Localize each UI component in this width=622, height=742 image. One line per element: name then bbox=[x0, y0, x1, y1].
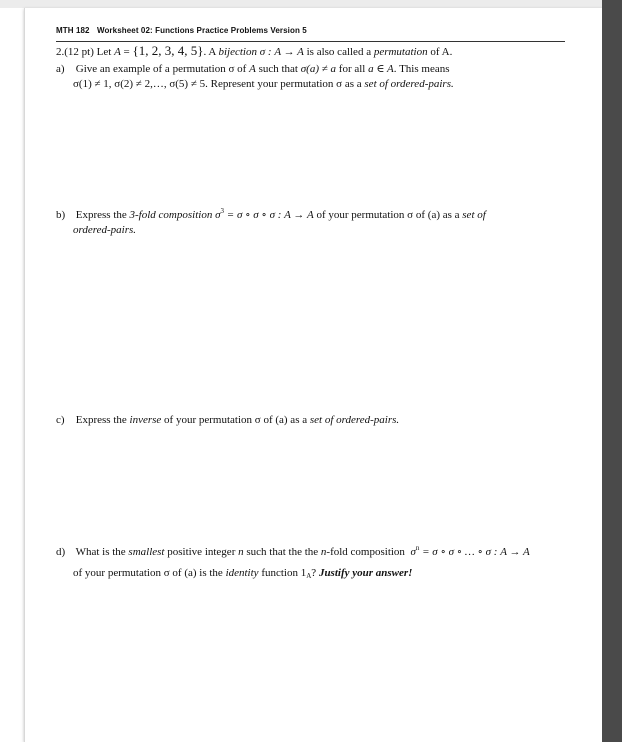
part-b-line-2 bbox=[73, 223, 136, 237]
term-permutation: permutation bbox=[373, 46, 428, 58]
set-symbol: A bbox=[114, 46, 121, 58]
part-text: function 1 bbox=[261, 567, 307, 579]
math-variable: n bbox=[238, 546, 244, 558]
part-text: of your permutation σ of (a) as a bbox=[316, 209, 460, 221]
part-text: Express the bbox=[75, 209, 127, 221]
part-b-line-1 bbox=[56, 208, 486, 222]
part-text: for all bbox=[338, 63, 366, 75]
math-expression: = σ ∘ σ ∘ … ∘ σ : A → A bbox=[422, 546, 530, 558]
part-c-line-1 bbox=[56, 413, 399, 427]
term-bijection: bijection bbox=[218, 46, 257, 58]
set-elements: {1, 2, 3, 4, 5} bbox=[132, 43, 204, 58]
term-ordered-pairs: set of ordered-pairs. bbox=[364, 78, 454, 90]
part-a-line-1 bbox=[56, 62, 450, 76]
term-set-of: set of bbox=[462, 209, 486, 221]
part-text: such that the the bbox=[246, 546, 319, 558]
superscript: n bbox=[415, 544, 420, 552]
part-text: . This means bbox=[393, 63, 450, 75]
math-expression: = σ ∘ σ ∘ σ : A → A bbox=[226, 209, 314, 221]
part-a-line-2 bbox=[73, 77, 454, 91]
page-header bbox=[56, 26, 307, 35]
problem-text: . A bbox=[203, 46, 216, 58]
part-c-label: c) bbox=[56, 414, 65, 426]
viewer-top-edge bbox=[0, 0, 622, 8]
part-text: Give an example of a permutation σ of bbox=[75, 63, 247, 75]
part-text: -fold composition bbox=[326, 546, 405, 558]
math-expression: a ∈ A bbox=[368, 63, 394, 75]
viewer-scroll-gutter[interactable] bbox=[602, 0, 622, 742]
subscript: A bbox=[306, 572, 312, 580]
problem-text: Let bbox=[96, 46, 112, 58]
part-d-line-1 bbox=[56, 545, 530, 559]
math-variable: n bbox=[320, 546, 327, 558]
part-b-label: b) bbox=[56, 209, 66, 221]
term-ordered-pairs: ordered-pairs. bbox=[73, 224, 137, 236]
justify-instruction: Justify your answer! bbox=[318, 567, 413, 579]
header-rule bbox=[56, 41, 565, 42]
problem-text: of A. bbox=[430, 46, 453, 58]
problem-statement: 2.(12 pt) Let A = {1, 2, 3, 4, 5}. A bijection σ : A → A is also called a permutation of A. bbox=[56, 43, 453, 58]
part-text: of your permutation σ of (a) is the bbox=[73, 567, 223, 579]
term-3-fold-composition: 3-fold composition bbox=[129, 209, 213, 221]
part-d-label: d) bbox=[56, 546, 66, 558]
math-expression: σ(a) ≠ a bbox=[300, 63, 337, 75]
term-smallest: smallest bbox=[128, 546, 165, 558]
worksheet-title: Worksheet 02: Functions Practice Problems Version 5 bbox=[96, 26, 307, 35]
set-symbol: A bbox=[249, 63, 256, 75]
term-identity: identity bbox=[225, 567, 259, 579]
worksheet-page bbox=[24, 8, 602, 742]
superscript: 3 bbox=[220, 207, 225, 215]
part-text: What is the bbox=[75, 546, 126, 558]
term-inverse: inverse bbox=[129, 414, 162, 426]
math-expression: σ bbox=[215, 209, 221, 221]
part-d-line-2 bbox=[73, 566, 412, 580]
problem-points: (12 pt) bbox=[64, 46, 94, 58]
problem-number: 2. bbox=[56, 46, 65, 58]
part-text: Express the bbox=[75, 414, 127, 426]
term-ordered-pairs: set of ordered-pairs. bbox=[309, 414, 400, 426]
part-text: positive integer bbox=[167, 546, 236, 558]
map-notation: σ : A → A bbox=[259, 46, 304, 58]
part-a-label: a) bbox=[56, 63, 65, 75]
part-text: of your permutation σ of (a) as a bbox=[164, 414, 308, 426]
part-text: such that bbox=[258, 63, 298, 75]
problem-text: is also called a bbox=[306, 46, 372, 58]
part-text: σ(1) ≠ 1, σ(2) ≠ 2,…, σ(5) ≠ 5. Represent your permutation σ as a bbox=[73, 78, 362, 90]
math-expression: σ bbox=[410, 546, 416, 558]
course-code: MTH 182 bbox=[56, 26, 90, 35]
part-text: ? bbox=[311, 567, 317, 579]
